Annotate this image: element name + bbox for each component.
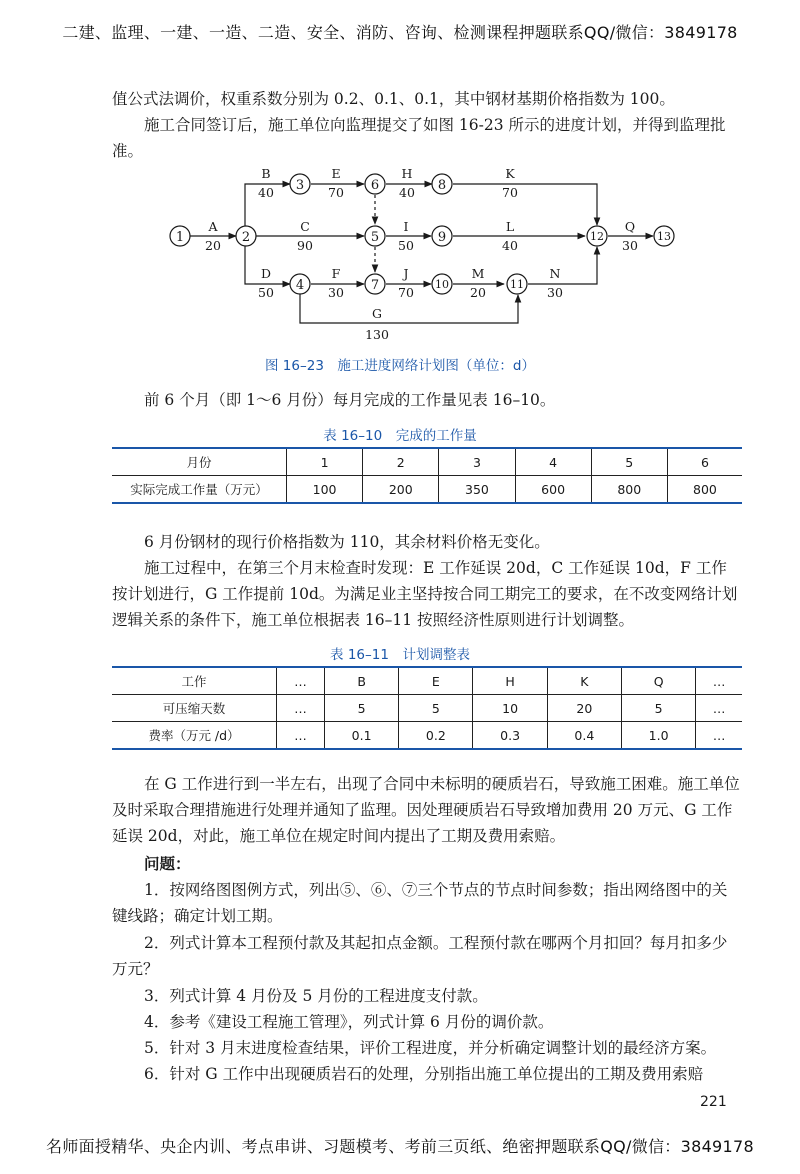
question-item: 5．针对 3 月末进度检查结果，评价工程进度，并分析确定调整计划的最经济方案。 <box>144 1039 717 1057</box>
activity-m-name: M <box>471 266 485 281</box>
activity-b-name: B <box>261 166 271 181</box>
activity-q-duration: 30 <box>622 238 638 253</box>
table-cell: 800 <box>667 476 742 504</box>
table-cell: 5 <box>399 695 473 722</box>
table-cell: … <box>696 667 742 695</box>
activity-d-duration: 50 <box>258 285 274 300</box>
top-banner: 二建、监理、一建、一造、二造、安全、消防、咨询、检测课程押题联系QQ/微信：3849178 <box>62 23 738 42</box>
question-item: 6．针对 G 工作中出现硬质岩石的处理，分别指出施工单位提出的工期及费用索赔 <box>144 1065 704 1083</box>
table-cell: 350 <box>439 476 515 504</box>
inspection-paragraph: 施工过程中，在第三个月末检查时发现：E 工作延误 20d，C 工作延误 10d，F 工作按计划进行，G 工作提前 10d。为满足业主坚持按合同工期完工的要求，在不改变网络计划逻辑关系的条件下，施工单位根据表 16–11 按照经济性原则进行计划调整。 <box>112 559 738 629</box>
table-row <box>112 476 742 504</box>
work-completed-table <box>112 447 742 504</box>
table-cell: 0.1 <box>324 722 398 750</box>
activity-q-name: Q <box>624 219 636 234</box>
page-number: 221 <box>700 1094 727 1110</box>
activity-h-name: H <box>401 166 413 181</box>
activity-g-name: G <box>372 306 382 321</box>
node-4: 4 <box>295 278 305 293</box>
table-cell: 5 <box>324 695 398 722</box>
table-cell: 600 <box>515 476 591 504</box>
node-11: 11 <box>510 278 524 291</box>
table2-caption: 表 16–11 计划调整表 <box>330 647 470 663</box>
questions-heading: 问题： <box>144 854 191 873</box>
table-header-cell: 实际完成工作量（万元） <box>112 476 287 504</box>
node-6: 6 <box>370 178 380 193</box>
activity-l-duration: 40 <box>502 238 518 253</box>
table-header-cell: 可压缩天数 <box>112 695 277 722</box>
table1-intro: 前 6 个月（即 1～6 月份）每月完成的工作量见表 16–10。 <box>144 391 556 409</box>
activity-j-duration: 70 <box>398 285 414 300</box>
node-10: 10 <box>435 278 449 291</box>
activity-i-name: I <box>403 219 409 234</box>
table-cell: 100 <box>287 476 363 504</box>
node-8: 8 <box>437 178 447 193</box>
table-cell: H <box>473 667 547 695</box>
activity-k-name: K <box>505 166 515 181</box>
table-cell: 0.2 <box>399 722 473 750</box>
activity-g-duration: 130 <box>365 327 389 342</box>
node-1: 1 <box>175 230 185 245</box>
question-item: 4．参考《建设工程施工管理》，列式计算 6 月份的调价款。 <box>144 1013 554 1031</box>
table-cell: 1.0 <box>621 722 695 750</box>
table-cell: E <box>399 667 473 695</box>
node-13: 13 <box>657 230 671 243</box>
activity-e-name: E <box>331 166 341 181</box>
activity-h-duration: 40 <box>399 185 415 200</box>
intro-paragraph: 施工合同签订后，施工单位向监理提交了如图 16-23 所示的进度计划，并得到监理批准。 <box>112 116 726 160</box>
table-header-cell: 工作 <box>112 667 277 695</box>
activity-c-duration: 90 <box>297 238 313 253</box>
table-cell: 6 <box>667 448 742 476</box>
figure-caption: 图 16–23 施工进度网络计划图（单位：d） <box>265 358 535 374</box>
activity-i-duration: 50 <box>398 238 414 253</box>
node-3: 3 <box>295 178 305 193</box>
table-cell: 0.4 <box>547 722 621 750</box>
table-cell: B <box>324 667 398 695</box>
activity-a-name: A <box>208 219 218 234</box>
activity-f-duration: 30 <box>328 285 344 300</box>
intro-line: 值公式法调价，权重系数分别为 0.2、0.1、0.1，其中钢材基期价格指数为 100。 <box>112 90 675 108</box>
table-cell: … <box>696 722 742 750</box>
node-2: 2 <box>241 230 251 245</box>
table-cell: … <box>277 667 325 695</box>
table-header-cell: 费率（万元 /d） <box>112 722 277 750</box>
node-12: 12 <box>590 230 604 243</box>
table-cell: … <box>277 722 325 750</box>
table-row <box>112 722 742 750</box>
table-cell: 5 <box>591 448 667 476</box>
table-header-cell: 月份 <box>112 448 287 476</box>
table-cell: … <box>696 695 742 722</box>
question-item: 1．按网络图图例方式，列出⑤、⑥、⑦三个节点的节点时间参数；指出网络图中的关键线路；确定计划工期。 <box>112 881 728 925</box>
question-item: 3．列式计算 4 月份及 5 月份的工程进度支付款。 <box>144 987 488 1005</box>
activity-e-duration: 70 <box>328 185 344 200</box>
node-7: 7 <box>370 278 380 293</box>
activity-n-duration: 30 <box>547 285 563 300</box>
table-cell: 5 <box>621 695 695 722</box>
table-cell: 20 <box>547 695 621 722</box>
schedule-adjustment-table <box>112 666 742 750</box>
activity-d-name: D <box>260 266 272 281</box>
table-cell: 10 <box>473 695 547 722</box>
activity-a-duration: 20 <box>205 238 221 253</box>
node-5: 5 <box>370 230 380 245</box>
table-cell: … <box>277 695 325 722</box>
table-row <box>112 695 742 722</box>
node-9: 9 <box>437 230 447 245</box>
activity-k-duration: 70 <box>502 185 518 200</box>
table-row <box>112 667 742 695</box>
table-cell: 200 <box>363 476 439 504</box>
activity-b-duration: 40 <box>258 185 274 200</box>
activity-m-duration: 20 <box>470 285 486 300</box>
table-cell: 0.3 <box>473 722 547 750</box>
table-row <box>112 448 742 476</box>
table-cell: 4 <box>515 448 591 476</box>
steel-index-paragraph: 6 月份钢材的现行价格指数为 110，其余材料价格无变化。 <box>144 533 550 551</box>
rock-claim-paragraph: 在 G 工作进行到一半左右，出现了合同中未标明的硬质岩石，导致施工困难。施工单位及时采取合理措施进行处理并通知了监理。因处理硬质岩石导致增加费用 20 万元、G 工作延误 20d，对此，施工单位在规定时间内提出了工期及费用索赔。 <box>112 775 740 845</box>
activity-f-name: F <box>331 266 341 281</box>
table-cell: 1 <box>287 448 363 476</box>
table-cell: Q <box>621 667 695 695</box>
table-cell: 3 <box>439 448 515 476</box>
bottom-banner: 名师面授精华、央企内训、考点串讲、习题模考、考前三页纸、绝密押题联系QQ/微信：3849178 <box>46 1137 754 1156</box>
activity-c-name: C <box>300 219 310 234</box>
table-cell: 2 <box>363 448 439 476</box>
activity-l-name: L <box>505 219 515 234</box>
network-diagram <box>0 160 800 350</box>
table-cell: K <box>547 667 621 695</box>
table1-caption: 表 16–10 完成的工作量 <box>323 428 477 444</box>
activity-j-name: J <box>403 266 409 281</box>
activity-n-name: N <box>549 266 561 281</box>
table-cell: 800 <box>591 476 667 504</box>
question-item: 2．列式计算本工程预付款及其起扣点金额。工程预付款在哪两个月扣回？每月扣多少万元？ <box>112 934 728 978</box>
